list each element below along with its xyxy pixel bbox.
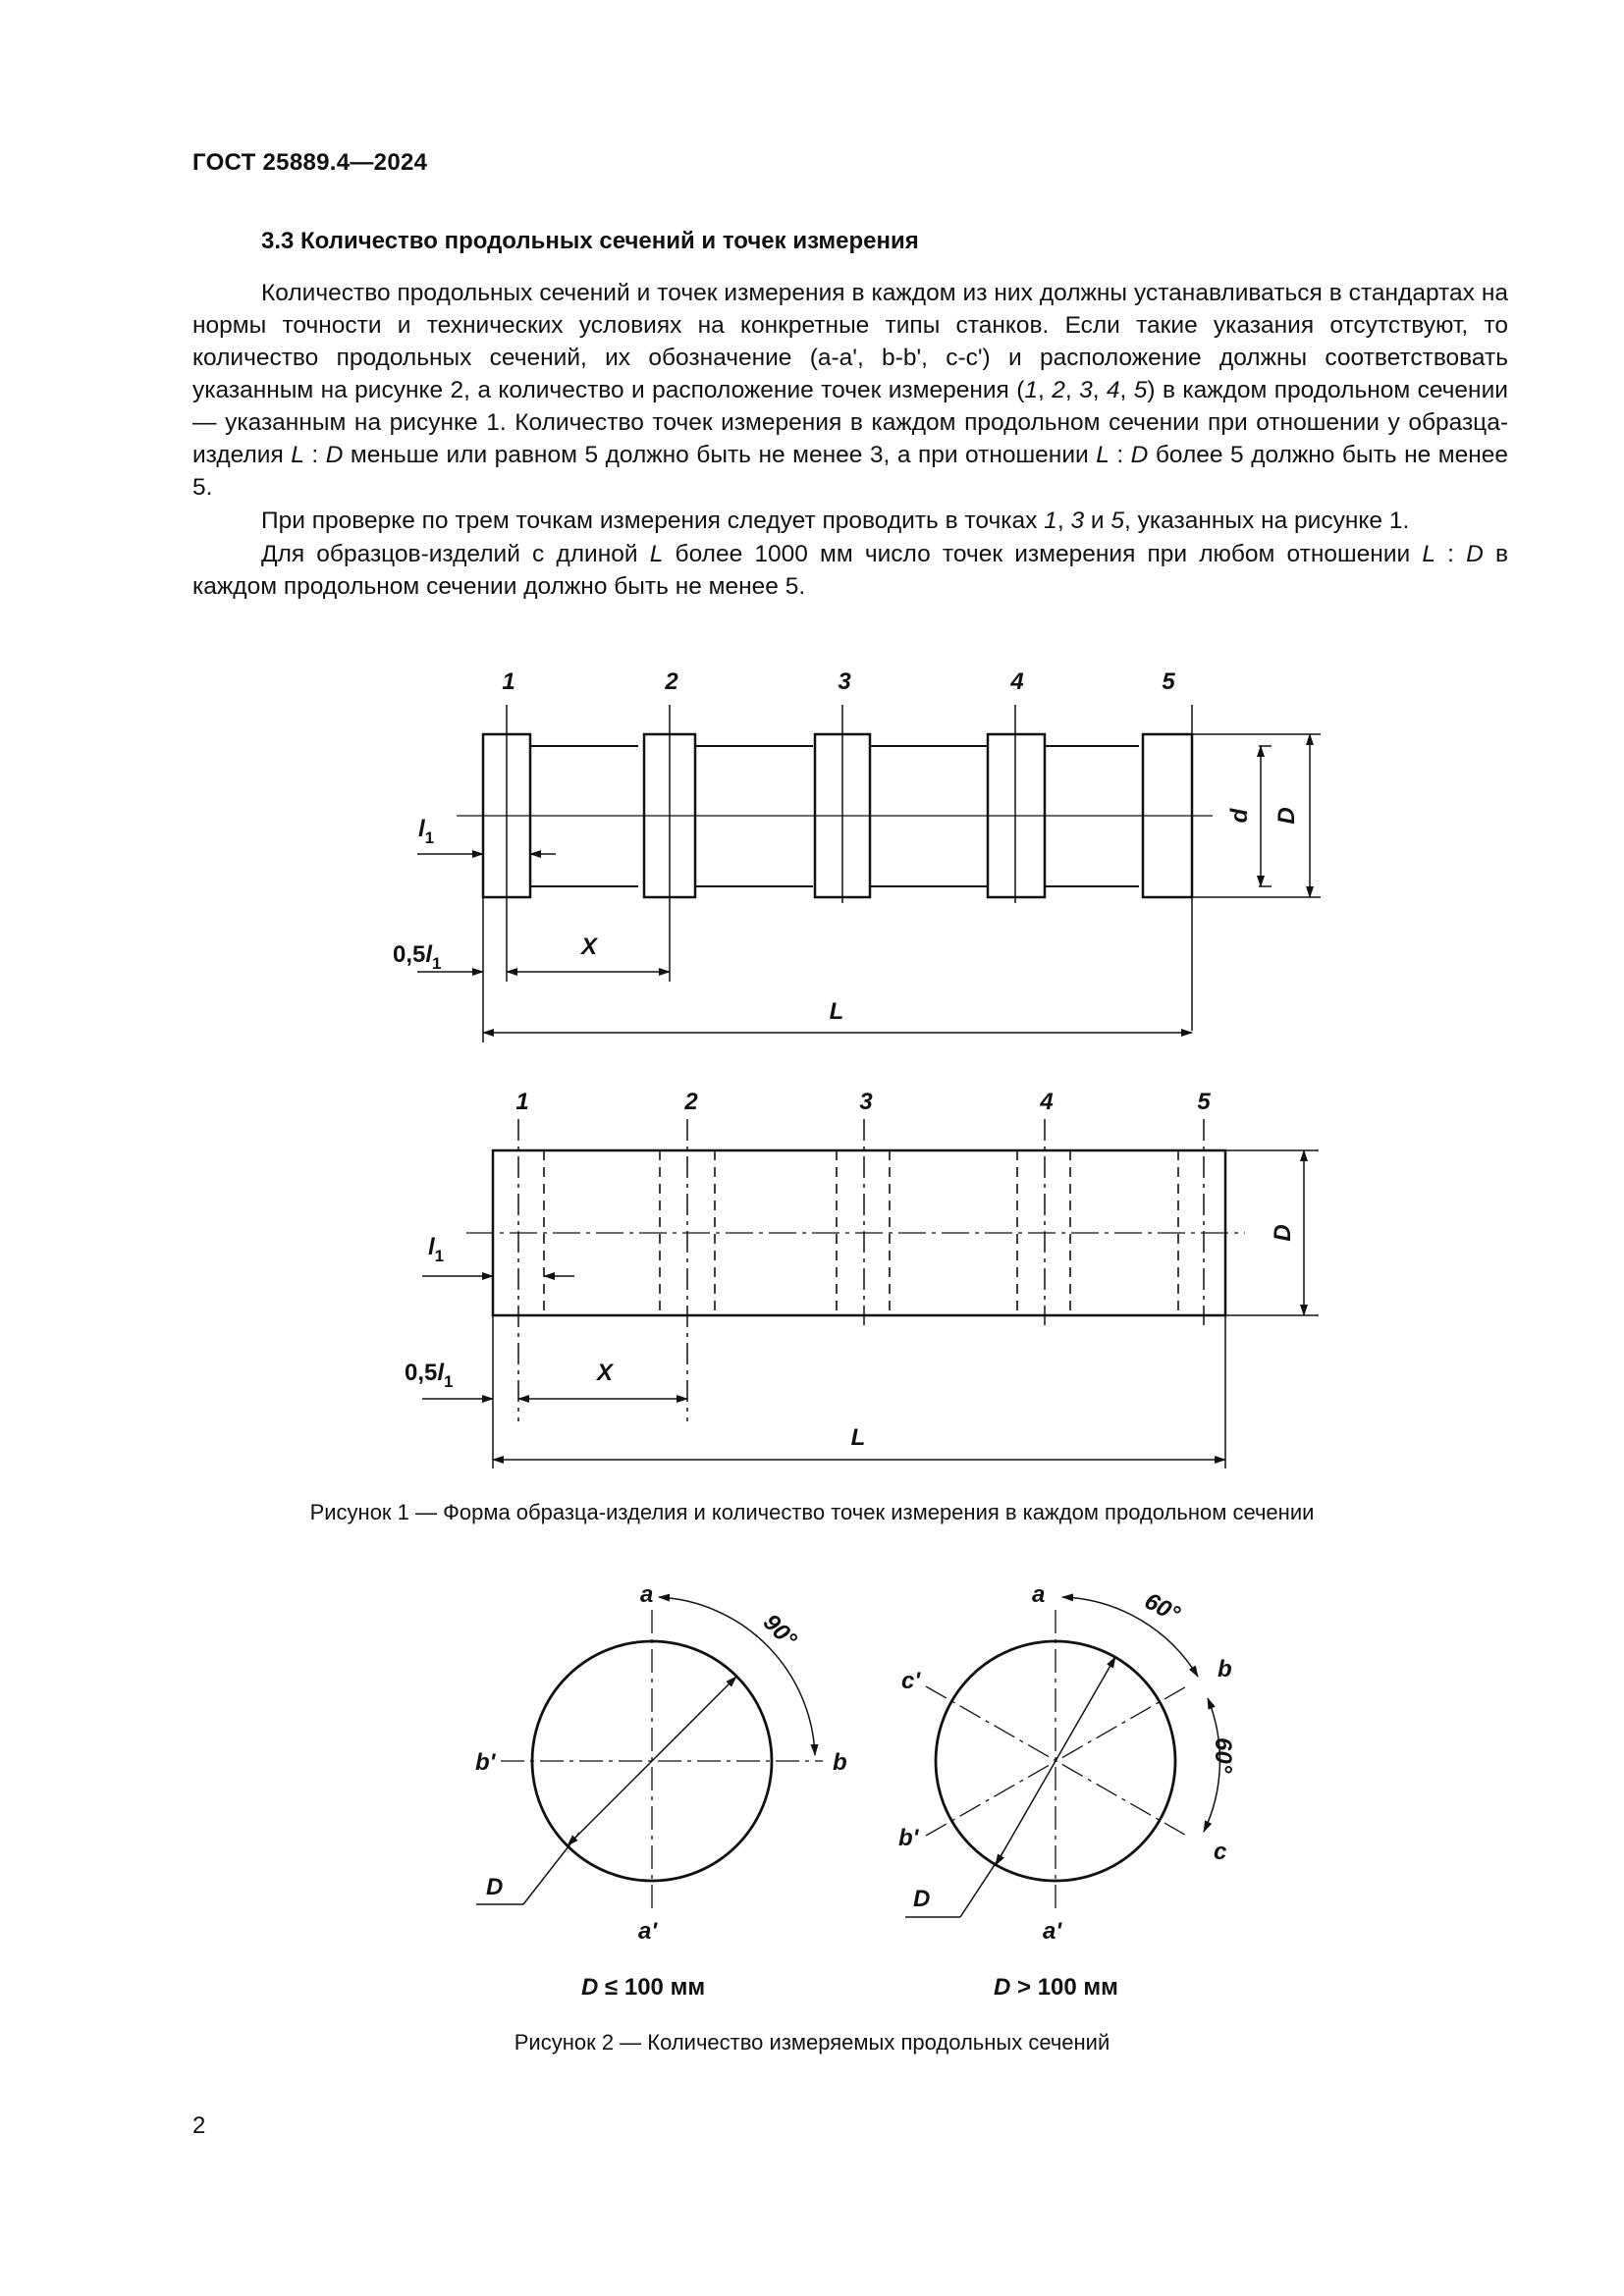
point-label-2: 2 <box>665 668 678 695</box>
point-label-5b: 5 <box>1197 1089 1211 1115</box>
half-l1-label: $0,5l_1$ <box>393 941 442 973</box>
condition-small: D ≤ 100 мм <box>581 1974 706 2001</box>
text-run: более 5 должно быть не менее 5. <box>192 442 1508 501</box>
L-label: L <box>829 998 844 1025</box>
D-label-b: D <box>1270 1224 1296 1242</box>
label-c-right: c <box>1214 1839 1227 1865</box>
label-a-left: a <box>640 1581 654 1608</box>
figure-2-caption: Рисунок 2 — Количество измеряемых продольных сечений <box>514 2030 1110 2055</box>
x-label-b: X <box>596 1360 614 1386</box>
point-label-2b: 2 <box>684 1089 698 1115</box>
text-run: D <box>1130 442 1149 468</box>
text-run: , <box>1119 377 1134 403</box>
text-run: , <box>1092 377 1107 403</box>
text-run: 1 <box>1024 377 1039 403</box>
section-diagram-large <box>905 1597 1219 1917</box>
label-a-prime-left: a' <box>638 1918 658 1945</box>
label-a-prime-right: a' <box>1043 1918 1062 1945</box>
text-run: : <box>303 442 326 468</box>
D-label: D <box>1273 807 1300 825</box>
text-run: D <box>1466 541 1484 567</box>
point-label-4: 4 <box>1010 668 1024 695</box>
label-b-right: b <box>1218 1656 1232 1682</box>
text-run: , <box>1056 507 1071 534</box>
text-run: : <box>1109 442 1131 468</box>
d-label: d <box>1226 808 1253 824</box>
text-run: 4 <box>1106 377 1120 403</box>
section-title: 3.3 Количество продольных сечений и точек измерения <box>261 228 919 254</box>
text-run: При проверке по трем точкам измерения следует проводить в точках <box>261 507 1045 534</box>
text-run: ) в каждом продольном сечении — указанным на рисунке 1. Количество точек измерения в каждом продольном сечении при отношении у образца-изделия <box>192 377 1508 468</box>
label-b-left: b <box>833 1749 847 1776</box>
l1-label-b: $l_1$ <box>428 1234 445 1265</box>
section-diagram-small <box>476 1597 823 1912</box>
L-label-b: L <box>850 1424 866 1451</box>
text-run: 3 <box>1070 507 1085 534</box>
x-label: X <box>580 934 598 960</box>
text-run: , указанных на рисунке 1. <box>1124 507 1410 534</box>
angle-60-label-1: 60° <box>1140 1587 1184 1629</box>
half-l1-label-b: $0,5l_1$ <box>405 1360 454 1391</box>
text-run: 5 <box>1110 507 1125 534</box>
text-run: L <box>1096 442 1110 468</box>
label-D-right: D <box>913 1886 931 1912</box>
text-run: Количество продольных сечений и точек измерения в каждом из них должны устанавливаться в стандартах на нормы точности и технических условиях на конкретные типы станков. Если такие указания отсутствуют, то количество продольных сечений, их обозначение (a-a', b-b', c-c') и расположение должны соответствовать указанным на рисунке 2, а количество и расположение точек измерения ( <box>192 280 1508 403</box>
page-number: 2 <box>192 2112 206 2139</box>
l1-label: $l_1$ <box>418 816 435 847</box>
figure-1-caption: Рисунок 1 — Форма образца-изделия и количество точек измерения в каждом продольном сечении <box>309 1500 1315 1524</box>
text-run: в каждом продольном сечении должно быть не менее 5. <box>192 541 1508 600</box>
text-run: , <box>1038 377 1053 403</box>
label-D-left: D <box>486 1874 504 1900</box>
text-run: 5 <box>1133 377 1148 403</box>
label-b-prime-right: b' <box>898 1825 919 1851</box>
point-label-3: 3 <box>838 668 851 695</box>
text-run: 1 <box>1044 507 1057 534</box>
point-label-4b: 4 <box>1040 1089 1054 1115</box>
text-run: , <box>1064 377 1080 403</box>
angle-90-label: 90° <box>757 1609 802 1653</box>
point-label-5: 5 <box>1162 668 1175 695</box>
text-run: более 1000 мм число точек измерения при любом отношении <box>663 541 1423 567</box>
angle-60-label-2: 60° <box>1210 1737 1236 1774</box>
label-b-prime-left: b' <box>475 1749 496 1776</box>
text-run: D <box>325 442 344 468</box>
point-label-1b: 1 <box>515 1089 529 1115</box>
text-run: L <box>1422 541 1435 567</box>
text-run: и <box>1084 507 1111 534</box>
point-label-3b: 3 <box>859 1089 873 1115</box>
text-run: L <box>649 541 664 567</box>
condition-large: D > 100 мм <box>994 1974 1118 2001</box>
label-c-prime-right: c' <box>901 1668 921 1694</box>
label-a-right: a <box>1032 1581 1046 1608</box>
text-run: Для образцов-изделий с длиной <box>261 541 650 567</box>
text-run: 2 <box>1052 377 1065 403</box>
point-label-1: 1 <box>502 668 515 695</box>
text-run: 3 <box>1079 377 1093 403</box>
text-run: L <box>291 442 304 468</box>
text-run: : <box>1435 541 1467 567</box>
document-header: ГОСТ 25889.4—2024 <box>192 149 428 176</box>
text-run: меньше или равном 5 должно быть не менее 3, а при отношении <box>343 442 1097 468</box>
